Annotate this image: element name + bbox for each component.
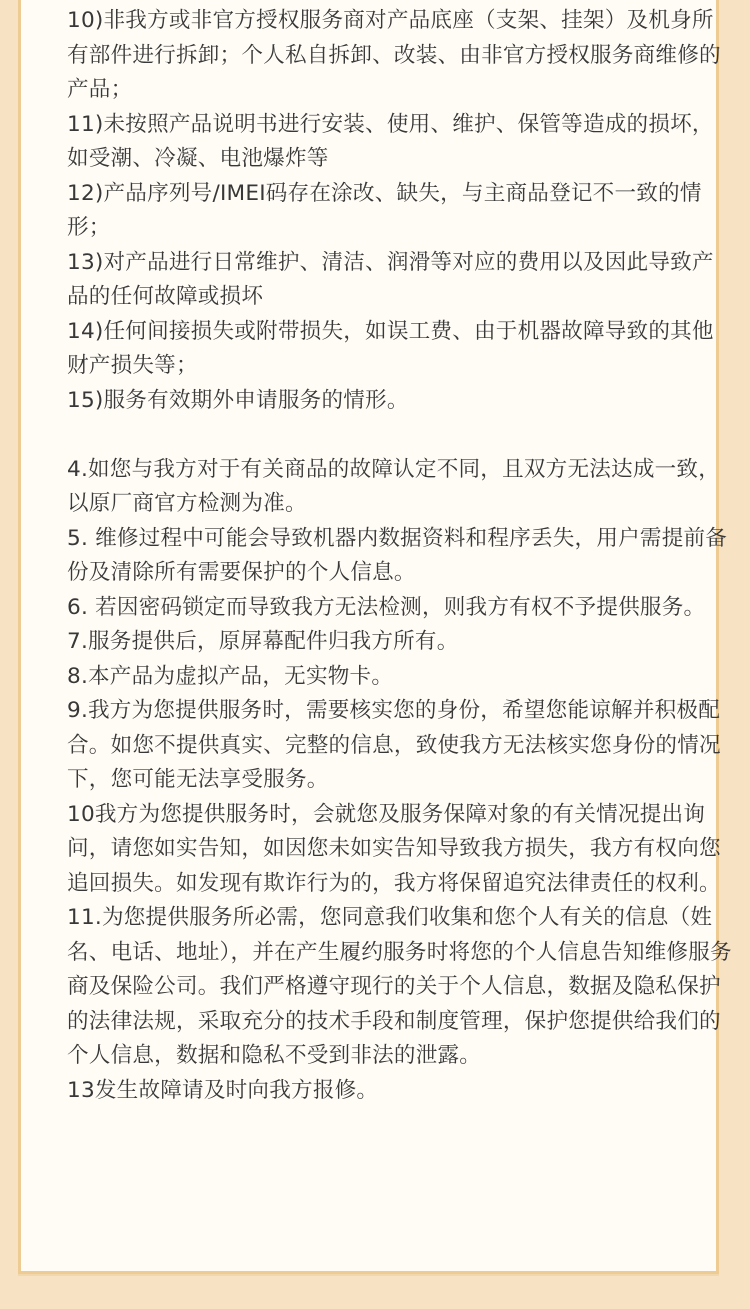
clause-11-privacy: 11.为您提供服务所必需，您同意我们收集和您个人有关的信息（姓名、电话、地址），并在产生履约服务时将您的个人信息告知维修服务商及保险公司。我们严格遵守现行的关于个人信息，数据及隐私保护的法律法规，采取充分的技术手段和制度管理，保护您提供给我们的个人信息，数据和隐私不受到非法的泄露。 <box>67 905 732 1068</box>
clause-9-identity-verification: 9.我方为您提供服务时，需要核实您的身份，希望您能谅解并积极配合。如您不提供真实、完整的信息，致使我方无法核实您身份的情况下，您可能无法享受服务。 <box>67 698 721 792</box>
clause-5-data-loss: 5. 维修过程中可能会导致机器内数据资料和程序丢失，用户需提前备份及清除所有需要保护的个人信息。 <box>67 525 728 585</box>
terms-text <box>67 4 732 1108</box>
clause-4-fault-determination: 4.如您与我方对于有关商品的故障认定不同，且双方无法达成一致，以原厂商官方检测为准。 <box>67 456 721 516</box>
term-13-exclusion-maintenance: 13)对产品进行日常维护、清洁、润滑等对应的费用以及因此导致产品的任何故障或损坏 <box>67 249 714 309</box>
term-14-exclusion-indirect-loss: 14)任何间接损失或附带损失，如误工费、由于机器故障导致的其他财产损失等； <box>67 318 714 378</box>
clause-10-disclosure: 10我方为您提供服务时，会就您及服务保障对象的有关情况提出询问，请您如实告知，如因您未如实告知导致我方损失，我方有权向您追回损失。如发现有欺诈行为的，我方将保留追究法律责任的权利。 <box>67 801 721 896</box>
clause-7-original-parts: 7.服务提供后，原屏幕配件归我方所有。 <box>67 629 459 654</box>
clause-13-report-fault: 13发生故障请及时向我方报修。 <box>67 1077 379 1103</box>
term-15-exclusion-expired: 15)服务有效期外申请服务的情形。 <box>67 387 409 413</box>
term-11-exclusion-improper-use: 11)未按照产品说明书进行安装、使用、维护、保管等造成的损坏，如受潮、冷凝、电池爆炸等 <box>67 111 714 171</box>
term-12-exclusion-serial: 12)产品序列号/IMEI码存在涂改、缺失，与主商品登记不一致的情形； <box>67 180 702 240</box>
terms-card <box>18 0 732 1274</box>
term-10-exclusion-disassembly: 10)非我方或非官方授权服务商对产品底座（支架、挂架）及机身所有部件进行拆卸；个人私自拆卸、改装、由非官方授权服务商维修的产品； <box>67 8 721 102</box>
clause-8-virtual-product: 8.本产品为虚拟产品，无实物卡。 <box>67 663 394 689</box>
clause-6-password-lock: 6. 若因密码锁定而导致我方无法检测，则我方有权不予提供服务。 <box>67 594 706 620</box>
